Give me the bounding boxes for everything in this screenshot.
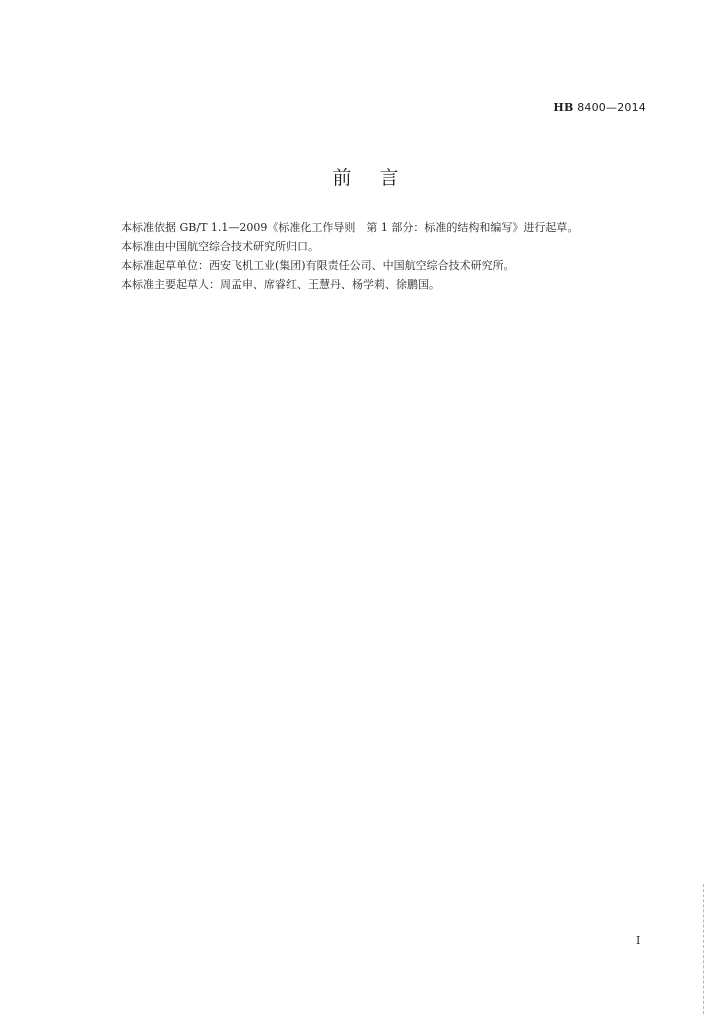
page-number: I bbox=[636, 934, 641, 947]
paragraph-drafting-basis: 本标准依据 GB/T 1.1—2009《标准化工作导则 第 1 部分：标准的结构和编写》进行起草。 bbox=[121, 221, 579, 234]
paragraph-drafting-units: 本标准起草单位：西安飞机工业(集团)有限责任公司、中国航空综合技术研究所。 bbox=[121, 259, 515, 272]
paragraph-main-drafters: 本标准主要起草人：周孟申、席睿红、王慧丹、杨学莉、徐鹏国。 bbox=[121, 278, 440, 291]
page-title: 前言 bbox=[332, 167, 427, 189]
foreword-body bbox=[121, 218, 661, 294]
standard-code-prefix: HB bbox=[553, 101, 574, 114]
standard-code bbox=[553, 101, 646, 114]
standard-code-number: 8400—2014 bbox=[577, 101, 646, 114]
scan-edge-mark bbox=[703, 884, 706, 1014]
paragraph-responsible-unit: 本标准由中国航空综合技术研究所归口。 bbox=[121, 240, 319, 253]
